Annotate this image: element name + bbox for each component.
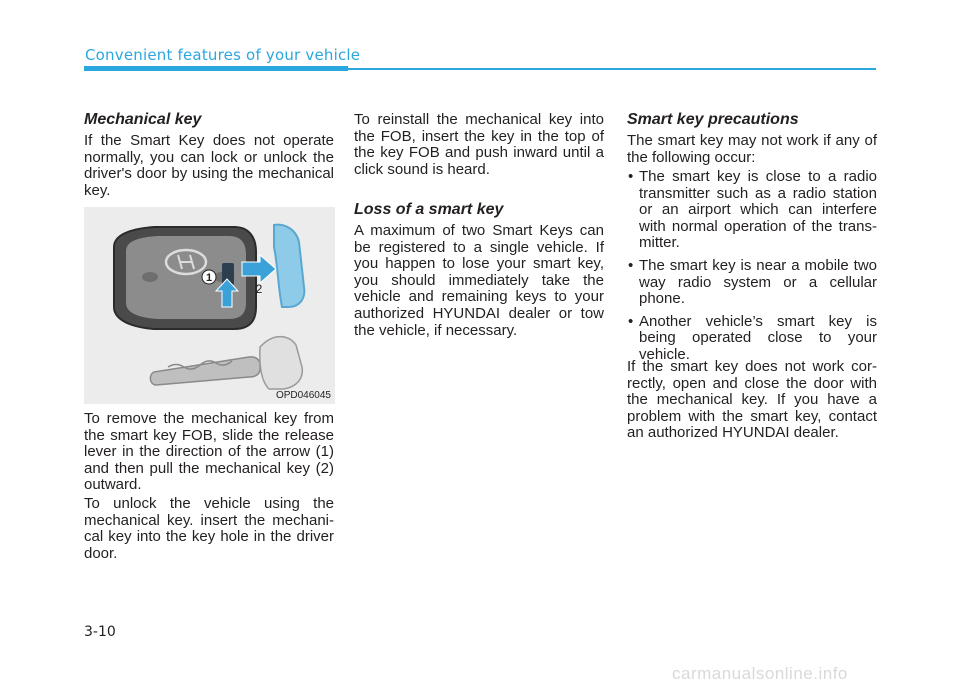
list-item: • The smart key is close to a radio transmitter such as a radio station or an airport which can interfere with normal operation of the trans-mitter.	[628, 168, 877, 252]
heading-smart-key-precautions: Smart key precautions	[627, 111, 799, 128]
paragraph: To remove the mechanical key from the smart key FOB, slide the release lever in the direction of the arrow (1) and then pull the mechanical key (2) outward.	[84, 410, 334, 494]
list-item: • The smart key is near a mobile two way radio system or a cellular phone.	[628, 256, 877, 308]
paragraph: A maximum of two Smart Keys can be registered to a single vehicle. If you happen to lose your smart key, you should immediately take the vehicle and remaining keys to your authorized HYUNDAI dealer or tow the vehicle, if necessary.	[354, 222, 604, 339]
figure-label-2: 2	[255, 282, 263, 296]
precautions-list	[627, 169, 877, 370]
paragraph: If the smart key does not work cor-rectly, open and close the door with the mechanical key. If you have a problem with the smart key, contact an authorized HYUNDAI dealer.	[627, 358, 877, 442]
header-title: Convenient features of your vehicle	[85, 46, 361, 64]
smart-key-figure	[84, 207, 335, 404]
key-cap	[274, 225, 304, 307]
heading-loss-of-smart-key: Loss of a smart key	[354, 201, 504, 218]
heading-mechanical-key: Mechanical key	[84, 111, 202, 128]
watermark: carmanualsonline.info	[672, 664, 848, 683]
paragraph: To reinstall the mechanical key into the FOB, insert the key in the top of the key FOB and push inward until a click sound is heard.	[354, 111, 604, 178]
header-rule-thick	[84, 66, 348, 71]
header-rule-thin	[348, 68, 876, 70]
paragraph: To unlock the vehicle using the mechanical key. insert the mechani-cal key into the key hole in the driver door.	[84, 495, 334, 562]
figure-code: OPD046045	[275, 390, 331, 401]
paragraph: If the Smart Key does not operate normally, you can lock or unlock the driver's door by using the mechanical key.	[84, 132, 334, 199]
paragraph: The smart key may not work if any of the following occur:	[627, 132, 877, 166]
figure-label-1: 1	[205, 272, 213, 284]
list-item: • Another vehicle’s smart key is being operated close to your vehicle.	[628, 312, 877, 363]
page-number: 3-10	[84, 624, 116, 640]
smart-key-illustration	[84, 207, 335, 404]
